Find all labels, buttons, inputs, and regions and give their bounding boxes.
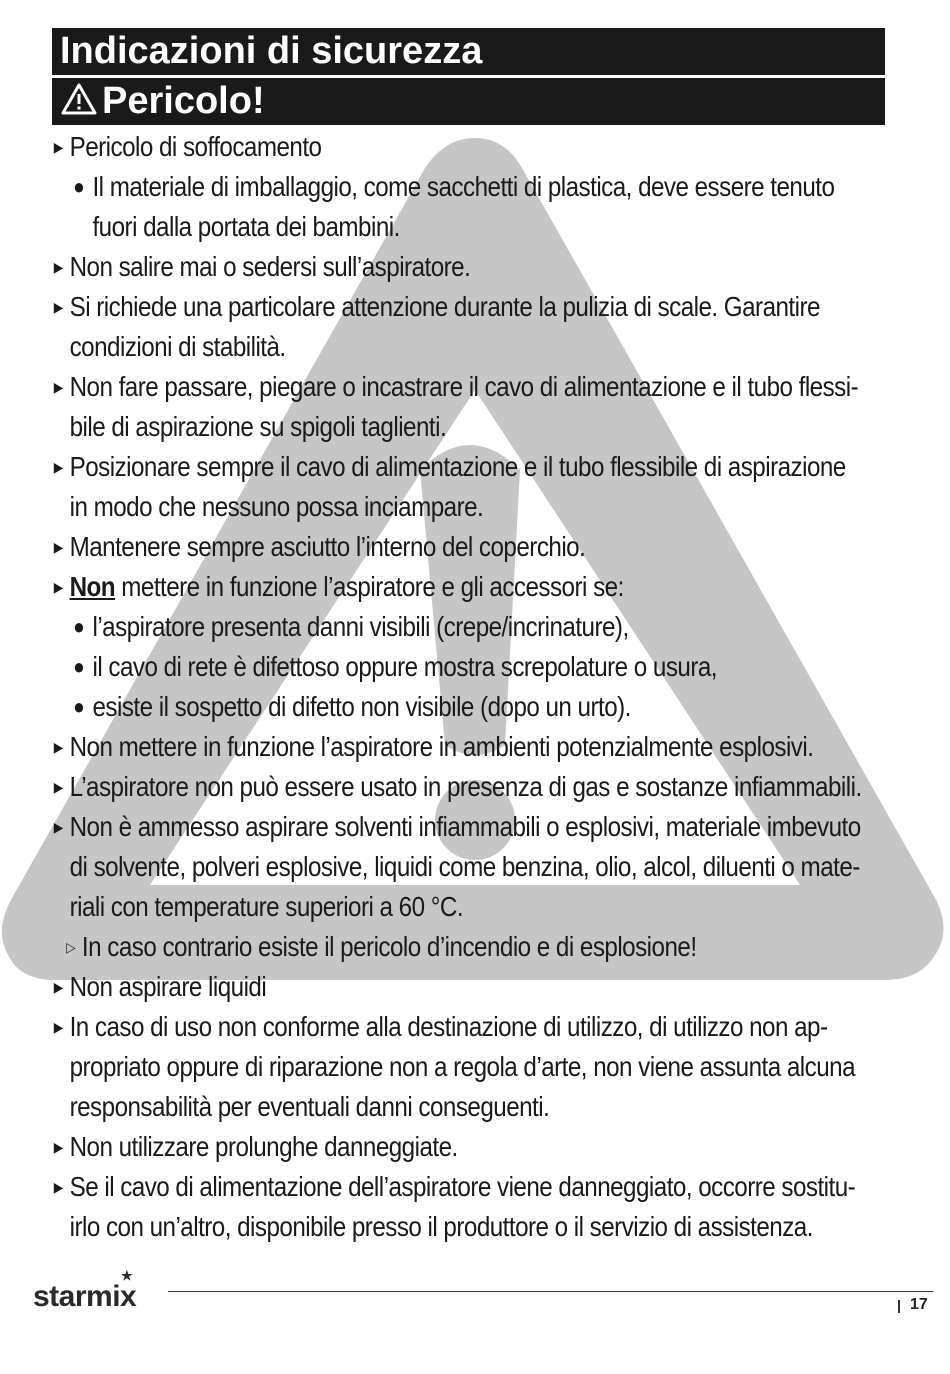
list-item-line [70, 727, 906, 767]
list-item-text: esiste il sospetto di difetto non visibile (dopo un urto). [92, 691, 631, 722]
list-item-line [70, 327, 906, 367]
triangle-bullet-icon: ▶ [53, 1139, 63, 1155]
list-item-line [92, 167, 928, 207]
list-item [52, 767, 906, 807]
triangle-bullet-icon: ▶ [53, 539, 63, 555]
brand-name: starmix [33, 1280, 137, 1313]
triangle-bullet-icon: ▶ [53, 1019, 63, 1035]
list-item-line [70, 367, 906, 407]
list-item-line [82, 927, 918, 967]
warning-title [52, 78, 885, 125]
triangle-bullet-icon: ▶ [53, 819, 63, 835]
list-item-text: In caso di uso non conforme alla destinazione di utilizzo, di utilizzo non ap- [69, 1011, 828, 1042]
list-item-text: Mantenere sempre asciutto l’interno del coperchio. [69, 531, 586, 562]
list-item-text: Non è ammesso aspirare solventi infiammabili o esplosivi, materiale imbevuto [69, 811, 861, 842]
list-item-text: bile di aspirazione su spigoli taglienti. [69, 411, 447, 442]
list-item-line [92, 207, 928, 247]
list-item [52, 1127, 906, 1167]
list-item [52, 687, 928, 727]
list-item [52, 967, 906, 1007]
list-item-line [70, 1007, 906, 1047]
list-item-text: irlo con un’altro, disponibile presso il produttore o il servizio di assistenza. [69, 1211, 813, 1242]
list-item-text: Si richiede una particolare attenzione durante la pulizia di scale. Garantire [69, 291, 820, 322]
list-item-text: di solvente, polveri esplosive, liquidi come benzina, olio, alcol, diluenti o mate- [69, 851, 860, 882]
list-item [52, 807, 906, 927]
list-item [52, 287, 906, 367]
list-item-line [70, 807, 906, 847]
list-item-text: Se il cavo di alimentazione dell’aspiratore viene danneggiato, occorre sostitu- [69, 1171, 856, 1202]
hollow-triangle-icon: ▷ [66, 939, 76, 955]
list-item-line [70, 1047, 906, 1087]
list-item-text: Pericolo di soffocamento [69, 131, 322, 162]
list-item-line [70, 887, 906, 927]
list-item-text: Non aspirare liquidi [69, 971, 267, 1002]
list-item-line [70, 407, 906, 447]
list-item [52, 927, 918, 967]
list-item-line [70, 127, 906, 167]
list-item-text: condizioni di stabilità. [69, 331, 286, 362]
footer-divider [168, 1291, 933, 1292]
triangle-bullet-icon: ▶ [53, 979, 63, 995]
triangle-bullet-icon: ▶ [53, 739, 63, 755]
list-item-line [70, 567, 906, 607]
list-item-line [92, 647, 928, 687]
list-item [52, 167, 928, 247]
list-item-line [70, 1167, 906, 1207]
list-item-text: fuori dalla portata dei bambini. [92, 211, 400, 242]
list-item-line [70, 1127, 906, 1167]
list-item-line [70, 487, 906, 527]
list-item-text: mettere in funzione l’aspiratore e gli accessori se: [115, 571, 624, 602]
triangle-bullet-icon: ▶ [53, 579, 63, 595]
triangle-bullet-icon: ▶ [53, 779, 63, 795]
list-item-line [70, 967, 906, 1007]
list-item-text: responsabilità per eventuali danni conseguenti. [69, 1091, 550, 1122]
list-item [52, 727, 906, 767]
dot-bullet-icon: ● [73, 654, 85, 679]
list-item [52, 1167, 906, 1247]
list-item-line [70, 847, 906, 887]
triangle-bullet-icon: ▶ [53, 299, 63, 315]
list-item-line [70, 287, 906, 327]
list-item-line [70, 527, 906, 567]
list-item-text: l’aspiratore presenta danni visibili (crepe/incrinature), [92, 611, 629, 642]
list-item-text: In caso contrario esiste il pericolo d’incendio e di esplosione! [81, 931, 697, 962]
dot-bullet-icon: ● [73, 694, 85, 719]
list-item [52, 447, 906, 527]
list-item [52, 607, 928, 647]
dot-bullet-icon: ● [73, 174, 85, 199]
section-title [52, 28, 885, 75]
list-item-text: Non utilizzare prolunghe danneggiate. [69, 1131, 458, 1162]
list-item-text: in modo che nessuno possa inciampare. [69, 491, 484, 522]
safety-list [52, 127, 892, 1247]
logo-star-icon: ★ [121, 1268, 133, 1283]
triangle-bullet-icon: ▶ [53, 379, 63, 395]
list-item [52, 367, 906, 447]
list-item-line [70, 1087, 906, 1127]
list-item-line [92, 607, 928, 647]
list-item-line [70, 247, 906, 287]
triangle-bullet-icon: ▶ [53, 139, 63, 155]
triangle-bullet-icon: ▶ [53, 459, 63, 475]
list-item-text: Non mettere in funzione l’aspiratore in ambienti potenzialmente esplosivi. [69, 731, 814, 762]
emphasis-text: Non [69, 571, 116, 602]
list-item-line [70, 767, 906, 807]
warning-triangle-icon [60, 82, 98, 116]
list-item-text: il cavo di rete è difettoso oppure mostra screpolature o usura, [92, 651, 718, 682]
list-item [52, 1007, 906, 1127]
warning-title-text: Pericolo! [102, 80, 265, 122]
list-item [52, 567, 906, 607]
list-item [52, 127, 906, 167]
dot-bullet-icon: ● [73, 614, 85, 639]
list-item [52, 247, 906, 287]
triangle-bullet-icon: ▶ [53, 1179, 63, 1195]
list-item-line [70, 1207, 906, 1247]
list-item-text: Non salire mai o sedersi sull’aspiratore. [69, 251, 471, 282]
list-item-text: riali con temperature superiori a 60 °C. [69, 891, 464, 922]
list-item-line [70, 447, 906, 487]
triangle-bullet-icon: ▶ [53, 259, 63, 275]
list-item-text: Posizionare sempre il cavo di alimentazione e il tubo flessibile di aspirazione [69, 451, 846, 482]
list-item [52, 527, 906, 567]
page-number-divider [898, 1300, 900, 1313]
list-item-text: Il materiale di imballaggio, come sacchetti di plastica, deve essere tenuto [92, 171, 835, 202]
list-item-text: Non fare passare, piegare o incastrare il cavo di alimentazione e il tubo flessi- [69, 371, 859, 402]
list-item [52, 647, 928, 687]
list-item-text: L’aspiratore non può essere usato in presenza di gas e sostanze infiammabili. [69, 771, 862, 802]
list-item-text: propriato oppure di riparazione non a regola d’arte, non viene assunta alcuna [69, 1051, 856, 1082]
starmix-logo [33, 1268, 137, 1314]
list-item-line [92, 687, 928, 727]
page-number: 17 [910, 1296, 928, 1313]
section-title-text: Indicazioni di sicurezza [60, 30, 483, 72]
